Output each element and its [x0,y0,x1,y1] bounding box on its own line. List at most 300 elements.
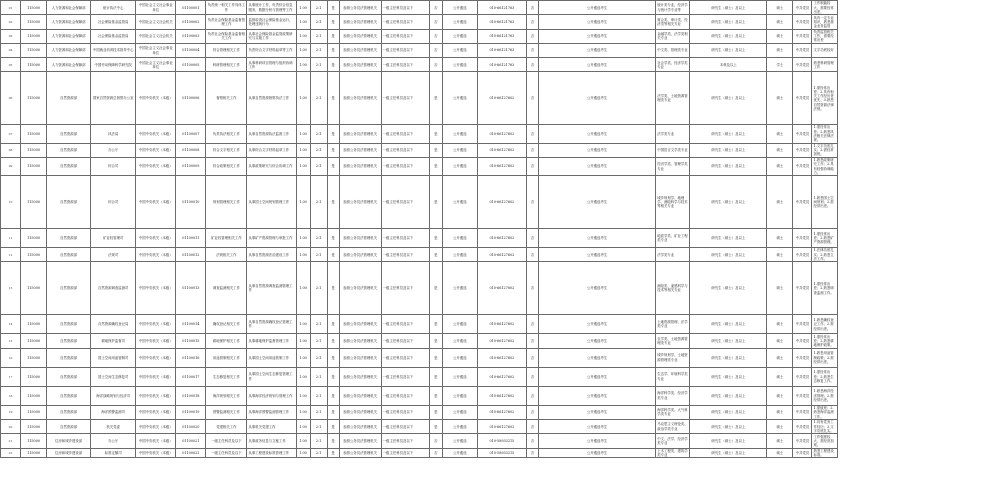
table-cell: 科研管理相关工作 [206,58,247,72]
table-cell: 一级主任科员及以下 [381,15,429,29]
table-cell: 公开遴选考生 [538,420,655,434]
table-cell: 010-66127602 [477,315,526,334]
table-cell: 参照公务员法管理机关 [339,176,381,229]
table-cell: 中国中央机关（本级） [136,386,176,405]
table-cell: 公开遴选考生 [538,334,655,348]
table-cell: 执法局 [91,125,136,143]
table-cell: 1.00 [296,229,310,248]
table-cell: 预警监测相关工作 [206,405,247,419]
table-cell: 公开遴选考生 [538,229,655,248]
table-cell: 中共党员 [793,29,812,43]
table-cell: 自然资源部 [47,367,91,386]
table-cell: 熟悉工程建设标准。 [812,448,837,458]
table-cell: 115000 [21,386,47,405]
table-cell: 中共党员 [793,143,812,157]
table-cell: 人力资源和社会保障部 [47,15,91,29]
table-cell: 2:1 [310,125,327,143]
row-number-cell: 15 [1,334,21,348]
table-cell: 115000 [21,15,47,29]
table-cell: 是 [327,43,339,57]
table-cell: 参照公务员法管理机关 [339,434,381,448]
table-cell: 参照公务员法管理机关 [339,315,381,334]
table-cell: 是 [327,262,339,315]
table-cell: 是 [327,420,339,434]
table-cell: 公开遴选考生 [538,176,655,229]
table-cell: 1.00 [296,157,310,175]
table-cell: 01100022 [176,448,206,458]
table-cell: 综合文字相关工作 [206,143,247,157]
table-cell: 公开遴选考生 [538,434,655,448]
table-cell: 中国中央机关（本级） [136,143,176,157]
table-cell: 1.00 [296,420,310,434]
table-cell: 参照公务员法管理机关 [339,43,381,57]
table-cell: 土地资源管理、法学类专业 [656,315,690,334]
table-cell: 01100005 [176,58,206,72]
table-cell: 自然资源部 [47,176,91,229]
table-cell: 公开遴选 [442,448,477,458]
table-cell: 办公厅 [91,434,136,448]
table-cell: 从事机关党建工作 [247,420,296,434]
table-cell: 01100004 [176,43,206,57]
table-cell: 监督检查社会保险基金运行，处理违规行为 [247,15,296,29]
table-cell: 否 [526,29,538,43]
table-cell: 自然资源部 [47,229,91,248]
table-cell: 一级主任科员及以下 [381,43,429,57]
table-cell: 公开遴选 [442,367,477,386]
table-cell: 从事国土空间规划管理工作 [247,176,296,229]
table-cell: 中国中央机关（本级） [136,72,176,125]
table-cell: 参照公务员法管理机关 [339,229,381,248]
table-cell: 财会类、审计类、经济类等相关专业 [656,15,690,29]
table-cell: 国家自然资源总督察办公室 [91,72,136,125]
table-cell: 自然资源部 [47,72,91,125]
table-cell: 负责执法相关工作 [206,125,247,143]
table-cell: 010-66127602 [477,405,526,419]
table-cell: 从事海洋经济规划与管理工作 [247,386,296,405]
table-cell: 01100002 [176,15,206,29]
table-cell: 否 [526,176,538,229]
table-cell: 01100019 [176,405,206,419]
table-cell: 是 [429,262,442,315]
table-cell: 2:1 [310,367,327,386]
table-cell: 中国中央机关（本级） [136,229,176,248]
table-cell: 010-66127602 [477,143,526,157]
table-cell: 党建相关工作 [206,420,247,434]
table-cell: 1.00 [296,125,310,143]
table-cell: 农学类、土地资源管理类专业 [656,334,690,348]
table-cell: 公开遴选 [442,420,477,434]
table-cell: 研究生（硕士）及以上 [690,262,767,315]
table-cell: 工作强度较大，需经常加班。 [812,434,837,448]
table-cell: 否 [429,1,442,15]
table-cell: 综合司 [91,176,136,229]
table-cell: 硕士 [767,315,793,334]
table-cell: 01100006 [176,72,206,125]
table-cell: 中国中央机关（本级） [136,348,176,367]
table-cell: 是 [429,143,442,157]
table-cell: 研究生（硕士）及以上 [690,1,767,15]
table-cell: 学士 [767,58,793,72]
table-cell: 硕士 [767,15,793,29]
table-cell: 公开遴选 [442,315,477,334]
table-cell: 01100011 [176,229,206,248]
table-cell: 1.熟悉海洋经济管理；2.需经常出差。 [812,386,837,405]
table-cell: 人力资源和社会保障部 [47,58,91,72]
row-number-cell: 05 [1,58,21,72]
table-cell: 是 [327,367,339,386]
table-cell: 是 [429,386,442,405]
table-cell: 规划管理相关工作 [206,176,247,229]
table-cell: 2:1 [310,386,327,405]
table-cell: 公开遴选 [442,29,477,43]
table-cell: 硕士 [767,157,793,175]
table-cell: 一级主任科员及以下 [381,229,429,248]
table-cell: 参照公务员法管理机关 [339,420,381,434]
table-cell: 是 [327,248,339,262]
table-cell: 公开遴选考生 [538,262,655,315]
table-cell: 公开遴选考生 [538,157,655,175]
table-cell: 公开遴选 [442,229,477,248]
table-cell: 从事社会保险基金监管政策研究与实施工作 [247,29,296,43]
table-cell: 1.熟悉政策研究工作；2.具有较强协调能力。 [812,157,837,175]
table-cell: 1.00 [296,405,310,419]
table-cell: 硕士 [767,229,793,248]
table-cell: 2:1 [310,315,327,334]
table-cell: 否 [526,386,538,405]
table-cell: 一级主任科员及以下 [381,367,429,386]
table-cell: 2:1 [310,434,327,448]
row-number-cell: 11 [1,229,21,248]
table-cell: 是 [429,348,442,367]
table-cell: 参照公务员法管理机关 [339,448,381,458]
table-cell: 2:1 [310,448,327,458]
table-cell: 1.需经常出差；2.熟悉耕地保护政策。 [812,334,837,348]
table-cell: 否 [526,143,538,157]
table-cell: 硕士 [767,72,793,125]
table-cell: 2:1 [310,176,327,229]
table-cell: 地质学类、矿业工程类专业 [656,229,690,248]
table-row [1,43,1000,57]
table-cell: 中国社会主义社会事业单位 [136,58,176,72]
table-cell: 是 [327,29,339,43]
table-cell: 1.00 [296,1,310,15]
table-cell: 经济学类、管理学类专业 [656,157,690,175]
table-cell: 人力资源和社会保障部 [47,1,91,15]
table-cell: 从事自然资源督察执法工作 [247,72,296,125]
table-cell: 用途管制相关工作 [206,348,247,367]
table-cell: 是 [327,348,339,367]
table-cell: 负责统一相关工作具体工作 [206,1,247,15]
row-number-cell: 09 [1,157,21,175]
table-cell: 研究生（硕士）及以上 [690,420,767,434]
table-cell: 耕地保护监督司 [91,334,136,348]
table-cell: 1.00 [296,434,310,448]
row-number-cell: 12 [1,248,21,262]
table-cell: 法学类、土地资源管理类专业 [656,72,690,125]
table-cell: 公开遴选 [442,176,477,229]
row-number-cell: 13 [1,262,21,315]
table-cell: 公开遴选考生 [538,348,655,367]
table-row [1,29,1000,43]
table-cell: 1.需经常出差；2.熟悉生态修复工作。 [812,367,837,386]
table-cell: 010-66121763 [477,43,526,57]
table-cell: 010-66127602 [477,125,526,143]
table-cell: 115000 [21,176,47,229]
table-cell: 办公厅 [91,143,136,157]
table-cell: 2:1 [310,72,327,125]
table-cell: 中共党员 [793,334,812,348]
table-cell: 城乡规划学、土地资源管理类专业 [656,348,690,367]
table-cell: 否 [526,229,538,248]
table-cell: 矿业权管理相关工作 [206,229,247,248]
table-cell: 生态修复相关工作 [206,367,247,386]
table-cell: 硕士 [767,405,793,419]
table-cell: 硕士 [767,29,793,43]
table-cell: 公开遴选 [442,43,477,57]
table-cell: 研究生（硕士）及以上 [690,176,767,229]
table-cell: 010-66121763 [477,58,526,72]
table-cell: 是 [327,386,339,405]
table-cell: 是 [327,405,339,419]
table-cell: 1.00 [296,58,310,72]
table-cell: 综合政策相关工作 [206,157,247,175]
table-cell: 115000 [21,262,47,315]
table-cell: 自然资源部 [47,143,91,157]
table-cell: 硕士 [767,43,793,57]
table-cell: 010-66127602 [477,262,526,315]
table-cell: 研究生（硕士）及以上 [690,125,767,143]
row-number-cell: 17 [1,367,21,386]
table-cell: 参照公务员法管理机关 [339,1,381,15]
table-cell: 01100018 [176,386,206,405]
table-cell: 中国中央机关（本级） [136,157,176,175]
table-cell: 中国社会主义社会事业单位 [136,1,176,15]
table-cell: 中国语言文学类专业 [656,143,690,157]
table-cell: 一级主任科员及以下 [381,176,429,229]
table-cell: 熟悉科研管理工作 [812,58,837,72]
table-row [1,248,1000,262]
table-cell: 115000 [21,334,47,348]
table-cell: 参照公务员法管理机关 [339,334,381,348]
table-cell: 参照公务员法管理机关 [339,348,381,367]
table-cell: 公开遴选 [442,72,477,125]
table-cell: 否 [526,367,538,386]
table-cell: 公开遴选 [442,348,477,367]
table-cell: 标准定额司 [91,448,136,458]
table-cell: 参照公务员法管理机关 [339,367,381,386]
table-cell: 1.00 [296,348,310,367]
table-cell: 参照公务员法管理机关 [339,58,381,72]
table-cell: 硕士 [767,248,793,262]
table-cell: 1.法律功底扎实；2.熟悉立法工作。 [812,248,837,262]
table-cell: 中共党员 [793,434,812,448]
table-cell: 是 [327,229,339,248]
table-cell: 中共党员 [793,157,812,175]
table-cell: 自然资源部 [47,334,91,348]
table-cell: 中国中央机关（本级） [136,125,176,143]
table-cell: 国土空间生态修复司 [91,367,136,386]
table-cell: 中国中央机关（本级） [136,334,176,348]
table-cell: 1.00 [296,386,310,405]
table-cell: 一级主任科员及以下 [381,315,429,334]
table-cell: 010-66127602 [477,334,526,348]
table-cell: 中共党员 [793,315,812,334]
table-cell: 参照公务员法管理机关 [339,15,381,29]
table-cell: 从事海洋预警监测管理工作 [247,405,296,419]
table-cell: 研究生（硕士）及以上 [690,386,767,405]
table-cell: 自然资源部 [47,262,91,315]
table-cell: 本科及以上 [690,58,767,72]
table-cell: 1.00 [296,176,310,229]
table-cell: 1.熟悉用途管制政策；2.需经常出差。 [812,348,837,367]
table-cell: 中国劳动保障科学研究院 [91,58,136,72]
row-number-cell: 06 [1,72,21,125]
table-cell: 01100008 [176,143,206,157]
table-cell: 中共党员 [793,386,812,405]
table-cell: 硕士 [767,420,793,434]
row-number-cell: 10 [1,176,21,229]
table-cell: 从事工程建设标准管理工作 [247,448,296,458]
table-cell: 参照公务员法管理机关 [339,386,381,405]
table-cell: 公开遴选考生 [538,125,655,143]
table-cell: 公开遴选考生 [538,448,655,458]
table-cell: 2:1 [310,143,327,157]
table-cell: 自然资源部 [47,386,91,405]
table-cell: 从事自然资源法治建设工作 [247,248,296,262]
table-cell: 是 [327,315,339,334]
table-cell: 是 [429,176,442,229]
table-cell: 从事统计工作，负责综合信息服务，数据分析与管理等工作 [247,1,296,15]
table-cell: 115000 [21,1,47,15]
table-cell: 是 [429,125,442,143]
table-cell: 否 [526,125,538,143]
table-cell: 海洋科学类、大气科学类专业 [656,405,690,419]
table-row [1,334,1000,348]
table-cell: 一级主任科员及以下 [381,334,429,348]
table-cell: 否 [526,434,538,448]
table-cell: 01100001 [176,1,206,15]
row-number-cell: 03 [1,29,21,43]
table-cell: 010-66127602 [477,348,526,367]
table-cell: 是 [429,405,442,419]
table-cell: 115000 [21,405,47,419]
table-cell: 公开遴选考生 [538,405,655,419]
table-cell: 一级主任科员及以下 [381,434,429,448]
table-cell: 社会保险基金监管局 [91,29,136,43]
table-cell: 2:1 [310,58,327,72]
table-cell: 2:1 [310,420,327,434]
table-cell: 自然资源确权登记局 [91,315,136,334]
table-cell: 1.00 [296,334,310,348]
table-cell: 010-66121763 [477,15,526,29]
table-row [1,405,1000,419]
table-row [1,448,1000,458]
table-cell: 从事政务信息与文秘工作 [247,434,296,448]
table-cell: 1.00 [296,448,310,458]
row-number-cell: 20 [1,420,21,434]
row-number-cell: 16 [1,348,21,367]
table-cell: 硕士 [767,334,793,348]
table-cell: 是 [429,420,442,434]
table-cell: 法学类专业 [656,125,690,143]
table-cell: 研究生（硕士）及以上 [690,157,767,175]
table-cell: 中共党员 [793,248,812,262]
row-number-cell: 01 [1,1,21,15]
row-number-cell: 18 [1,386,21,405]
table-cell: 公开遴选 [442,58,477,72]
table-cell: 中国社会主义社会机关 [136,29,176,43]
table-cell: 中共党员 [793,262,812,315]
table-cell: 矿业权管理司 [91,229,136,248]
table-cell: 自然资源部 [47,420,91,434]
table-cell: 公开遴选 [442,143,477,157]
table-cell: 研究生（硕士）及以上 [690,15,767,29]
table-cell: 负责社会保险基金监督管理工作 [206,15,247,29]
table-cell: 公开遴选 [442,248,477,262]
table-cell: 综合司 [91,157,136,175]
table-cell: 从事综合文字材料起草工作 [247,143,296,157]
table-cell: 从事自然资源执法监督工作 [247,125,296,143]
table-cell: 海洋预警监测司 [91,405,136,419]
table-cell: 统计执法中心 [91,1,136,15]
table-cell: 参照公务员法管理机关 [339,143,381,157]
table-cell: 1.需值班；2.熟悉海洋监测工作。 [812,405,837,419]
table-cell: 010-66127602 [477,176,526,229]
table-cell: 1.00 [296,15,310,29]
table-cell: 115000 [21,58,47,72]
table-cell: 住房和城乡建设部 [47,448,91,458]
table-cell: 否 [526,315,538,334]
table-cell: 否 [526,334,538,348]
table-cell: 一级主任科员及以下 [381,1,429,15]
table-row [1,262,1000,315]
table-cell: 研究生（硕士）及以上 [690,72,767,125]
table-row [1,15,1000,29]
table-cell: 是 [327,125,339,143]
table-cell: 1.具有党务工作经历；2.文字功底扎实。 [812,420,837,434]
table-cell: 硕士 [767,1,793,15]
table-cell: 115000 [21,157,47,175]
table-cell: 010-58933215 [477,434,526,448]
table-cell: 2:1 [310,29,327,43]
table-cell: 115000 [21,434,47,448]
table-cell: 金融学类、法学类相关专业 [656,29,690,43]
table-cell: 研究生（硕士）及以上 [690,143,767,157]
table-cell: 公开遴选考生 [538,248,655,262]
table-cell: 1.需经常出差；2.具有相关工作经历者优先；3.熟悉自然资源法律法规。 [812,72,837,125]
table-cell: 人力资源和社会保障部 [47,29,91,43]
table-cell: 城乡规划学、地理学、测绘科学与技术等相关专业 [656,176,690,229]
table-cell: 中国中央机关（本级） [136,262,176,315]
table-cell: 一级主任科员及以下 [381,405,429,419]
table-cell: 综合管理相关工作 [206,43,247,57]
table-cell: 确权登记相关工作 [206,315,247,334]
table-cell: 是 [327,1,339,15]
table-cell: 否 [526,448,538,458]
row-number-cell: 19 [1,405,21,419]
table-cell: 1.文字功底扎实；2.需经常加班。 [812,143,837,157]
table-cell: 公开遴选考生 [538,15,655,29]
table-cell: 2:1 [310,334,327,348]
table-cell: 是 [327,448,339,458]
table-cell: 115000 [21,29,47,43]
table-cell: 否 [429,58,442,72]
table-cell: 2:1 [310,348,327,367]
table-cell: 公开遴选考生 [538,58,655,72]
row-number-cell: 07 [1,125,21,143]
table-cell: 参照公务员法管理机关 [339,405,381,419]
table-cell: 研究生（硕士）及以上 [690,29,767,43]
